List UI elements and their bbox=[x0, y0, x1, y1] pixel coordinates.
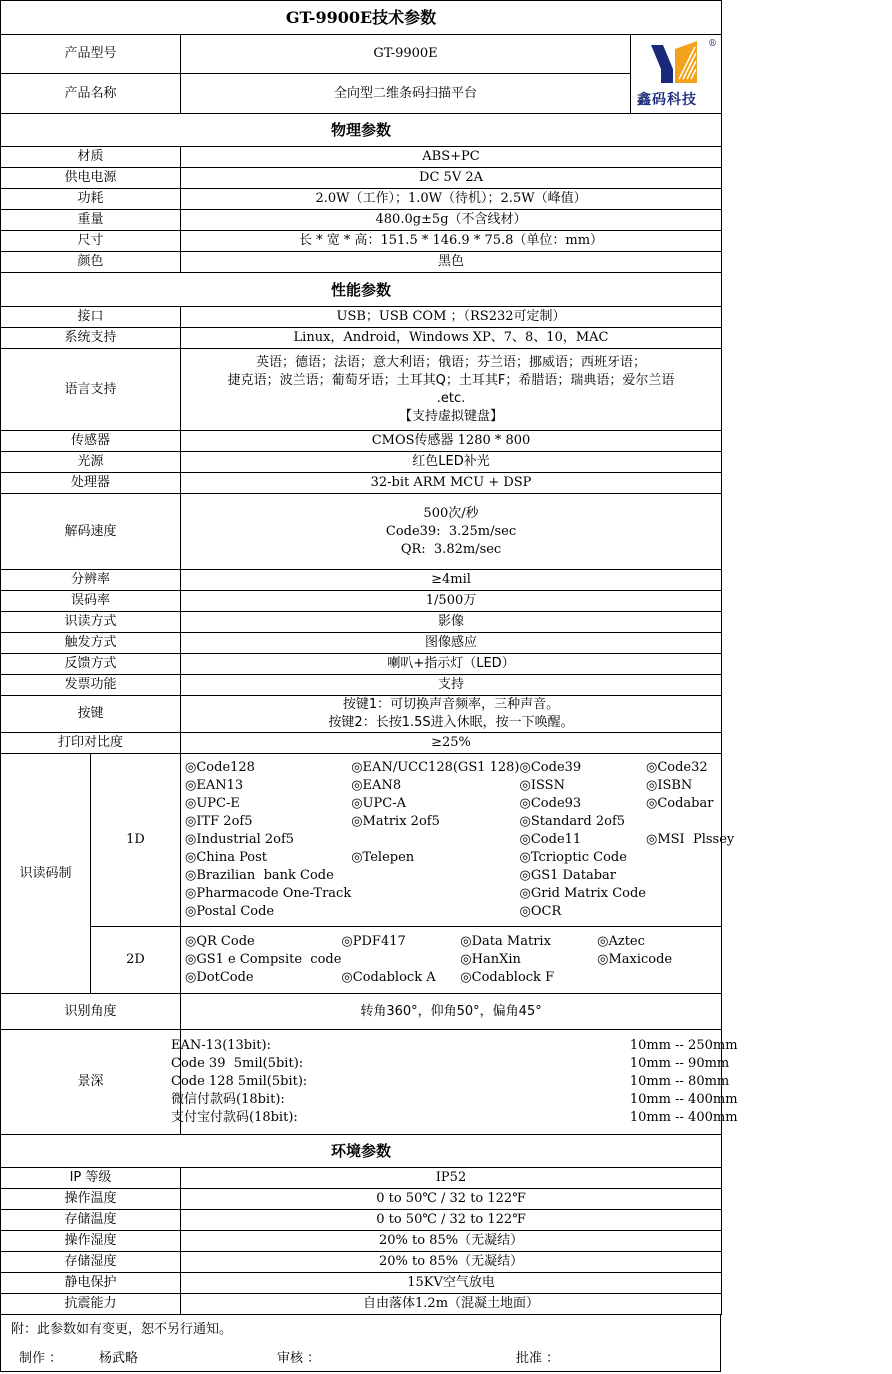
code-1d-item bbox=[351, 831, 519, 849]
made-label: 制作 ： bbox=[19, 1351, 63, 1366]
env-label: 操作湿度 bbox=[1, 1231, 181, 1252]
dof-range: 10mm -- 250mm bbox=[629, 1038, 738, 1053]
cpu-value: 32-bit ARM MCU + DSP bbox=[181, 473, 722, 494]
contrast-value: ≥25% bbox=[181, 733, 722, 754]
dof-range: 10mm -- 400mm bbox=[629, 1110, 738, 1125]
lang-label: 语言支持 bbox=[1, 349, 181, 431]
speed-line: Code39: 3.25m/sec bbox=[385, 523, 517, 539]
row-label: 颜色 bbox=[1, 252, 181, 273]
feedback-label: 反馈方式 bbox=[1, 654, 181, 675]
code-1d-row bbox=[185, 795, 734, 813]
lang-line: .etc. bbox=[436, 390, 466, 406]
cpu-label: 处理器 bbox=[1, 473, 181, 494]
code-1d-row bbox=[185, 903, 734, 921]
code-1d-item bbox=[646, 849, 734, 867]
env-label: 操作温度 bbox=[1, 1189, 181, 1210]
code-1d-item: ◎Standard 2of5 bbox=[519, 814, 626, 829]
code-1d-item: ◎OCR bbox=[519, 904, 562, 919]
code-1d-item bbox=[646, 885, 734, 903]
review-label: 审核 ： bbox=[277, 1351, 321, 1366]
env-label: 静电保护 bbox=[1, 1273, 181, 1294]
code-1d-row bbox=[185, 849, 734, 867]
code-1d-item bbox=[646, 813, 734, 831]
environment-heading: 环境参数 bbox=[1, 1135, 722, 1168]
env-value: 20% to 85%（无凝结） bbox=[181, 1252, 722, 1273]
sensor-value: CMOS传感器 1280 * 800 bbox=[181, 431, 722, 452]
env-value: 自由落体1.2m（混凝土地面） bbox=[181, 1294, 722, 1315]
env-label: 抗震能力 bbox=[1, 1294, 181, 1315]
row-label: 功耗 bbox=[1, 189, 181, 210]
env-label: 存储湿度 bbox=[1, 1252, 181, 1273]
env-label: IP 等级 bbox=[1, 1168, 181, 1189]
code-1d-item: ◎UPC-A bbox=[351, 796, 406, 811]
env-value: 0 to 50℃ / 32 to 122℉ bbox=[181, 1189, 722, 1210]
light-label: 光源 bbox=[1, 452, 181, 473]
model-value: GT-9900E bbox=[181, 35, 631, 74]
trigger-label: 触发方式 bbox=[1, 633, 181, 654]
symbology-1d-list bbox=[185, 759, 734, 921]
code-1d-item: ◎Pharmacode One-Track bbox=[185, 886, 352, 901]
row-label: 尺寸 bbox=[1, 231, 181, 252]
physical-heading: 物理参数 bbox=[1, 114, 722, 147]
code-1d-item: ◎Grid Matrix Code bbox=[519, 886, 646, 901]
row-label: 重量 bbox=[1, 210, 181, 231]
dof-range: 10mm -- 90mm bbox=[629, 1056, 730, 1071]
code-1d-item: ◎EAN8 bbox=[351, 778, 402, 793]
code-1d-item: ◎China Post bbox=[185, 850, 268, 865]
code-2d-item: ◎HanXin bbox=[460, 952, 521, 967]
invoice-label: 发票功能 bbox=[1, 675, 181, 696]
env-value: 15KV空气放电 bbox=[181, 1273, 722, 1294]
code-1d-item: ◎MSI Plssey bbox=[645, 832, 735, 847]
code-2d-item bbox=[597, 969, 721, 987]
dof-list bbox=[171, 1037, 892, 1127]
symbology-2d-label: 2D bbox=[91, 927, 181, 994]
code-1d-item: ◎Code11 bbox=[519, 832, 582, 847]
dof-row bbox=[171, 1037, 892, 1055]
code-2d-item: ◎PDF417 bbox=[341, 934, 406, 949]
light-value: 红色LED补光 bbox=[181, 452, 722, 473]
made-value: 杨武略 bbox=[99, 1351, 139, 1366]
row-value: 黑色 bbox=[181, 252, 722, 273]
code-1d-item: ◎EAN13 bbox=[185, 778, 244, 793]
err-label: 误码率 bbox=[1, 591, 181, 612]
os-label: 系统支持 bbox=[1, 328, 181, 349]
code-1d-item: ◎ITF 2of5 bbox=[185, 814, 253, 829]
feedback-value: 喇叭+指示灯（LED） bbox=[181, 654, 722, 675]
code-1d-item bbox=[351, 885, 519, 903]
env-value: 20% to 85%（无凝结） bbox=[181, 1231, 722, 1252]
dof-code: 微信付款码(18bit): bbox=[171, 1092, 285, 1107]
code-1d-item: ◎UPC-E bbox=[185, 796, 240, 811]
symbology-1d-label: 1D bbox=[91, 754, 181, 927]
row-value: 480.0g±5g（不含线材） bbox=[181, 210, 722, 231]
code-1d-item bbox=[646, 903, 734, 921]
code-2d-item: ◎GS1 e Compsite code bbox=[185, 952, 342, 967]
interface-label: 接口 bbox=[1, 307, 181, 328]
invoice-value: 支持 bbox=[181, 675, 722, 696]
code-1d-item: ◎Telepen bbox=[351, 850, 415, 865]
code-2d-item: ◎Codablock F bbox=[460, 970, 555, 985]
row-value: 2.0W（工作）；1.0W（待机）；2.5W（峰值） bbox=[181, 189, 722, 210]
dof-row bbox=[171, 1091, 892, 1109]
code-2d-row bbox=[185, 951, 721, 969]
page-title: GT-9900E技术参数 bbox=[1, 1, 722, 35]
row-value: 长 * 宽 * 高：151.5 * 146.9 * 75.8（单位：mm） bbox=[181, 231, 722, 252]
angle-value: 转角360°，仰角50°，偏角45° bbox=[181, 994, 722, 1030]
code-1d-item: ◎Code93 bbox=[519, 796, 582, 811]
env-value: 0 to 50℃ / 32 to 122℉ bbox=[181, 1210, 722, 1231]
code-1d-item: ◎Codabar bbox=[645, 796, 714, 811]
code-1d-item bbox=[351, 903, 519, 921]
code-1d-item: ◎Brazilian bank Code bbox=[185, 868, 334, 883]
code-1d-item: ◎Industrial 2of5 bbox=[185, 832, 295, 847]
performance-heading: 性能参数 bbox=[1, 273, 722, 307]
footer bbox=[0, 1315, 721, 1372]
dof-row bbox=[171, 1073, 892, 1091]
os-value: Linux，Android，Windows XP、7、8、10，MAC bbox=[181, 328, 722, 349]
dof-row bbox=[171, 1109, 892, 1127]
dof-code: 支付宝付款码(18bit): bbox=[171, 1110, 298, 1125]
speed-line: 500次/秒 bbox=[423, 505, 479, 521]
dof-code: Code 128 5mil(5bit): bbox=[171, 1074, 308, 1089]
interface-value: USB；USB COM ；（RS232可定制） bbox=[181, 307, 722, 328]
dof-code: EAN-13(13bit): bbox=[171, 1038, 271, 1053]
logo bbox=[631, 35, 722, 114]
approve-label: 批准 ： bbox=[516, 1351, 560, 1366]
code-1d-row bbox=[185, 777, 734, 795]
logo-text: 鑫码科技 bbox=[637, 92, 697, 108]
name-label: 产品名称 bbox=[1, 74, 181, 114]
code-2d-row bbox=[185, 933, 721, 951]
row-value: DC 5V 2A bbox=[181, 168, 722, 189]
code-2d-item: ◎Data Matrix bbox=[460, 934, 551, 949]
code-2d-row bbox=[185, 969, 721, 987]
code-2d-item: ◎Aztec bbox=[597, 934, 645, 949]
row-label: 供电电源 bbox=[1, 168, 181, 189]
logo-registered: ® bbox=[708, 39, 718, 49]
lang-line: 英语；德语；法语；意大利语；俄语；芬兰语；挪威语；西班牙语； bbox=[256, 354, 647, 370]
contrast-label: 打印对比度 bbox=[1, 733, 181, 754]
dof-row bbox=[171, 1055, 892, 1073]
key-line: 按键1：可切换声音频率，三种声音。 bbox=[342, 697, 560, 712]
code-1d-item: ◎Code32 bbox=[645, 760, 708, 775]
speed-label: 解码速度 bbox=[1, 494, 181, 570]
res-label: 分辨率 bbox=[1, 570, 181, 591]
read-label: 识读方式 bbox=[1, 612, 181, 633]
code-2d-item: ◎QR Code bbox=[185, 934, 255, 949]
symbology-2d-list bbox=[185, 933, 721, 987]
model-label: 产品型号 bbox=[1, 35, 181, 74]
dof-range: 10mm -- 400mm bbox=[629, 1092, 738, 1107]
key-line: 按键2：长按1.5S进入休眠，按一下唤醒。 bbox=[328, 715, 574, 730]
code-1d-item: ◎ISSN bbox=[519, 778, 565, 793]
code-1d-row bbox=[185, 813, 734, 831]
angle-label: 识别角度 bbox=[1, 994, 181, 1030]
row-label: 材质 bbox=[1, 147, 181, 168]
code-1d-item bbox=[351, 867, 519, 885]
trigger-value: 图像感应 bbox=[181, 633, 722, 654]
lang-line: 捷克语；波兰语；葡萄牙语；土耳其Q；土耳其F；希腊语；瑞典语；爱尔兰语 bbox=[227, 372, 675, 388]
code-1d-row bbox=[185, 831, 734, 849]
code-1d-item: ◎GS1 Databar bbox=[519, 868, 616, 883]
logo-mark-icon bbox=[649, 39, 709, 89]
code-1d-row bbox=[185, 867, 734, 885]
code-2d-item: ◎Maxicode bbox=[597, 952, 673, 967]
code-1d-item: ◎Matrix 2of5 bbox=[351, 814, 440, 829]
code-1d-item bbox=[646, 867, 734, 885]
code-2d-item: ◎DotCode bbox=[185, 970, 254, 985]
code-2d-item bbox=[341, 951, 460, 969]
code-2d-item: ◎Codablock A bbox=[341, 970, 436, 985]
footer-note: 附：此参数如有变更，恕不另行通知。 bbox=[11, 1322, 233, 1337]
key-label: 按键 bbox=[1, 696, 181, 733]
code-1d-row bbox=[185, 759, 734, 777]
code-1d-item: ◎Code39 bbox=[519, 760, 582, 775]
code-1d-item: ◎EAN/UCC128(GS1 128) bbox=[351, 760, 520, 775]
symbology-label: 识读码制 bbox=[1, 754, 91, 994]
row-value: ABS+PC bbox=[181, 147, 722, 168]
lang-line: 【支持虚拟键盘】 bbox=[399, 408, 504, 424]
env-label: 存储温度 bbox=[1, 1210, 181, 1231]
err-value: 1/500万 bbox=[181, 591, 722, 612]
code-1d-item: ◎Postal Code bbox=[185, 904, 275, 919]
code-1d-item: ◎Tcrioptic Code bbox=[519, 850, 627, 865]
env-value: IP52 bbox=[181, 1168, 722, 1189]
dof-range: 10mm -- 80mm bbox=[629, 1074, 730, 1089]
code-1d-row bbox=[185, 885, 734, 903]
code-1d-item: ◎Code128 bbox=[185, 760, 255, 775]
read-value: 影像 bbox=[181, 612, 722, 633]
dof-label: 景深 bbox=[1, 1030, 181, 1135]
name-value: 全向型二维条码扫描平台 bbox=[181, 74, 631, 114]
dof-code: Code 39 5mil(5bit): bbox=[171, 1056, 304, 1071]
code-1d-item: ◎ISBN bbox=[645, 778, 693, 793]
speed-line: QR: 3.82m/sec bbox=[400, 541, 502, 557]
res-value: ≥4mil bbox=[181, 570, 722, 591]
sensor-label: 传感器 bbox=[1, 431, 181, 452]
